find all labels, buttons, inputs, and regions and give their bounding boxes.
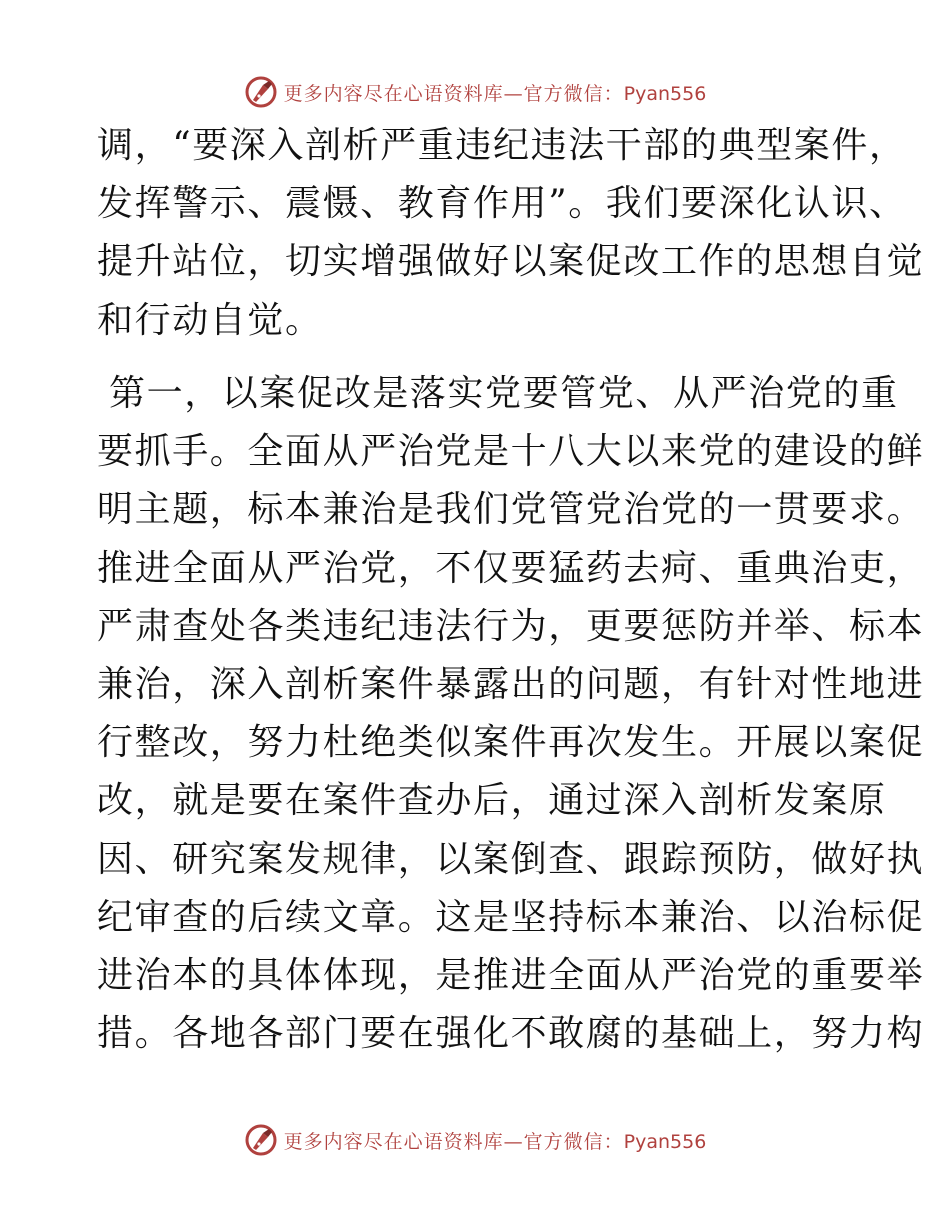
text-line: 发挥警示、震慑、教育作用”。我们要深化认识、	[97, 183, 907, 225]
text-line: 要抓手。全面从严治党是十八大以来党的建设的鲜	[97, 431, 925, 473]
text-line: 严肃查处各类违纪违法行为，更要惩防并举、标本	[97, 605, 925, 647]
text-line: 和行动自觉。	[97, 299, 323, 341]
watermark-text: 更多内容尽在心语资料库—官方微信：Pyan556	[283, 1130, 707, 1153]
text-line: 改，就是要在案件查办后，通过深入剖析发案原	[97, 780, 887, 822]
text-line: 进治本的具体体现，是推进全面从严治党的重要举	[97, 954, 925, 996]
text-line: 第一，以案促改是落实党要管党、从严治党的重	[109, 373, 899, 414]
pen-nib-logo-icon	[244, 1123, 278, 1157]
text-line: 纪审查的后续文章。这是坚持标本兼治、以治标促	[97, 896, 925, 938]
footer-watermark	[0, 1120, 950, 1160]
watermark-text: 更多内容尽在心语资料库—官方微信：Pyan556	[283, 82, 707, 105]
text-line: 提升站位，切实增强做好以案促改工作的思想自觉	[97, 241, 925, 283]
text-line: 调，“要深入剖析严重违纪违法干部的典型案件，	[97, 125, 907, 166]
text-line: 行整改，努力杜绝类似案件再次发生。开展以案促	[97, 722, 925, 764]
text-line: 因、研究案发规律，以案倒查、跟踪预防，做好执	[97, 838, 925, 880]
header-watermark	[0, 72, 950, 112]
text-line: 兼治，深入剖析案件暴露出的问题，有针对性地进	[97, 663, 925, 705]
paragraph-1	[97, 117, 925, 350]
text-line: 明主题，标本兼治是我们党管党治党的一贯要求。	[97, 489, 925, 531]
text-line: 推进全面从严治党，不仅要猛药去疴、重典治吏，	[97, 547, 925, 589]
paragraph-2	[97, 365, 925, 1063]
pen-nib-logo-icon	[244, 75, 278, 109]
text-line: 措。各地各部门要在强化不敢腐的基础上，努力构	[97, 1013, 925, 1055]
